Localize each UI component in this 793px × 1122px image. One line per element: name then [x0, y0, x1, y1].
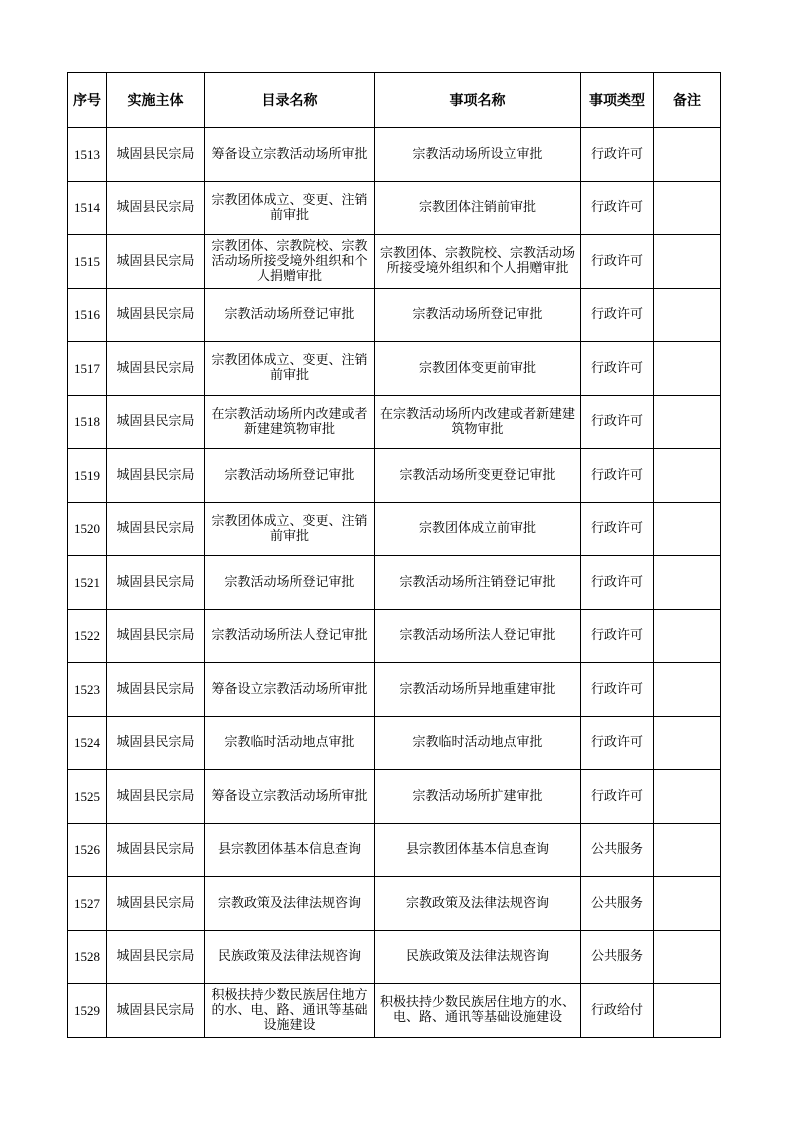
header-type: 事项类型	[581, 73, 654, 128]
cell-item: 宗教活动场所变更登记审批	[375, 449, 581, 503]
cell-index: 1521	[68, 556, 107, 610]
cell-org: 城固县民宗局	[107, 502, 205, 556]
table-row	[68, 930, 721, 984]
cell-index: 1528	[68, 930, 107, 984]
cell-index: 1514	[68, 181, 107, 235]
cell-note	[654, 823, 721, 877]
cell-note	[654, 449, 721, 503]
cell-org: 城固县民宗局	[107, 770, 205, 824]
table-row	[68, 235, 721, 289]
cell-note	[654, 877, 721, 931]
cell-item: 民族政策及法律法规咨询	[375, 930, 581, 984]
cell-note	[654, 556, 721, 610]
cell-index: 1526	[68, 823, 107, 877]
cell-item: 宗教政策及法律法规咨询	[375, 877, 581, 931]
cell-type: 行政许可	[581, 128, 654, 182]
cell-org: 城固县民宗局	[107, 984, 205, 1038]
cell-org: 城固县民宗局	[107, 716, 205, 770]
cell-catalog: 宗教团体成立、变更、注销前审批	[205, 181, 375, 235]
cell-type: 公共服务	[581, 823, 654, 877]
items-table	[67, 72, 721, 1038]
cell-note	[654, 930, 721, 984]
cell-note	[654, 984, 721, 1038]
table-row	[68, 502, 721, 556]
cell-type: 行政许可	[581, 181, 654, 235]
header-org: 实施主体	[107, 73, 205, 128]
cell-note	[654, 128, 721, 182]
cell-index: 1517	[68, 342, 107, 396]
table-header-row	[68, 73, 721, 128]
cell-catalog: 宗教团体成立、变更、注销前审批	[205, 342, 375, 396]
cell-type: 行政许可	[581, 395, 654, 449]
cell-item: 县宗教团体基本信息查询	[375, 823, 581, 877]
cell-type: 行政许可	[581, 556, 654, 610]
cell-catalog: 宗教政策及法律法规咨询	[205, 877, 375, 931]
cell-type: 行政许可	[581, 235, 654, 289]
cell-org: 城固县民宗局	[107, 930, 205, 984]
cell-item: 宗教活动场所异地重建审批	[375, 663, 581, 717]
cell-item: 宗教活动场所法人登记审批	[375, 609, 581, 663]
cell-item: 宗教团体变更前审批	[375, 342, 581, 396]
table-row	[68, 716, 721, 770]
table-row	[68, 342, 721, 396]
cell-type: 行政给付	[581, 984, 654, 1038]
cell-note	[654, 502, 721, 556]
table-row	[68, 449, 721, 503]
header-item: 事项名称	[375, 73, 581, 128]
cell-type: 行政许可	[581, 609, 654, 663]
cell-org: 城固县民宗局	[107, 342, 205, 396]
cell-index: 1516	[68, 288, 107, 342]
cell-catalog: 宗教活动场所法人登记审批	[205, 609, 375, 663]
cell-item: 宗教活动场所扩建审批	[375, 770, 581, 824]
cell-org: 城固县民宗局	[107, 235, 205, 289]
cell-index: 1520	[68, 502, 107, 556]
cell-type: 行政许可	[581, 449, 654, 503]
header-index: 序号	[68, 73, 107, 128]
cell-item: 宗教活动场所注销登记审批	[375, 556, 581, 610]
table-body	[68, 128, 721, 1038]
table-row	[68, 128, 721, 182]
cell-catalog: 宗教临时活动地点审批	[205, 716, 375, 770]
cell-org: 城固县民宗局	[107, 877, 205, 931]
cell-type: 行政许可	[581, 663, 654, 717]
cell-catalog: 在宗教活动场所内改建或者新建建筑物审批	[205, 395, 375, 449]
cell-org: 城固县民宗局	[107, 663, 205, 717]
cell-catalog: 筹备设立宗教活动场所审批	[205, 128, 375, 182]
table-row	[68, 663, 721, 717]
table-row	[68, 770, 721, 824]
table-row	[68, 556, 721, 610]
cell-index: 1525	[68, 770, 107, 824]
cell-item: 宗教活动场所设立审批	[375, 128, 581, 182]
cell-org: 城固县民宗局	[107, 823, 205, 877]
cell-note	[654, 181, 721, 235]
cell-item: 在宗教活动场所内改建或者新建建筑物审批	[375, 395, 581, 449]
cell-type: 公共服务	[581, 877, 654, 931]
cell-catalog: 民族政策及法律法规咨询	[205, 930, 375, 984]
cell-catalog: 宗教活动场所登记审批	[205, 449, 375, 503]
cell-item: 宗教活动场所登记审批	[375, 288, 581, 342]
cell-org: 城固县民宗局	[107, 181, 205, 235]
cell-index: 1524	[68, 716, 107, 770]
cell-index: 1515	[68, 235, 107, 289]
cell-item: 宗教团体、宗教院校、宗教活动场所接受境外组织和个人捐赠审批	[375, 235, 581, 289]
cell-org: 城固县民宗局	[107, 128, 205, 182]
cell-note	[654, 716, 721, 770]
table-row	[68, 823, 721, 877]
cell-org: 城固县民宗局	[107, 449, 205, 503]
table-row	[68, 984, 721, 1038]
cell-type: 行政许可	[581, 342, 654, 396]
cell-catalog: 县宗教团体基本信息查询	[205, 823, 375, 877]
cell-index: 1522	[68, 609, 107, 663]
cell-item: 宗教团体成立前审批	[375, 502, 581, 556]
cell-catalog: 筹备设立宗教活动场所审批	[205, 663, 375, 717]
cell-type: 行政许可	[581, 502, 654, 556]
table-row	[68, 877, 721, 931]
cell-note	[654, 342, 721, 396]
cell-catalog: 宗教团体、宗教院校、宗教活动场所接受境外组织和个人捐赠审批	[205, 235, 375, 289]
cell-note	[654, 395, 721, 449]
cell-index: 1527	[68, 877, 107, 931]
cell-type: 公共服务	[581, 930, 654, 984]
table-row	[68, 288, 721, 342]
cell-org: 城固县民宗局	[107, 609, 205, 663]
cell-note	[654, 288, 721, 342]
cell-index: 1523	[68, 663, 107, 717]
header-catalog: 目录名称	[205, 73, 375, 128]
cell-catalog: 宗教团体成立、变更、注销前审批	[205, 502, 375, 556]
cell-note	[654, 235, 721, 289]
cell-catalog: 积极扶持少数民族居住地方的水、电、路、通讯等基础设施建设	[205, 984, 375, 1038]
table-row	[68, 395, 721, 449]
cell-index: 1518	[68, 395, 107, 449]
cell-index: 1529	[68, 984, 107, 1038]
cell-org: 城固县民宗局	[107, 395, 205, 449]
cell-catalog: 宗教活动场所登记审批	[205, 288, 375, 342]
cell-item: 宗教团体注销前审批	[375, 181, 581, 235]
cell-catalog: 筹备设立宗教活动场所审批	[205, 770, 375, 824]
cell-note	[654, 770, 721, 824]
cell-org: 城固县民宗局	[107, 288, 205, 342]
table-row	[68, 181, 721, 235]
cell-item: 积极扶持少数民族居住地方的水、电、路、通讯等基础设施建设	[375, 984, 581, 1038]
header-note: 备注	[654, 73, 721, 128]
table-row	[68, 609, 721, 663]
cell-type: 行政许可	[581, 288, 654, 342]
cell-type: 行政许可	[581, 716, 654, 770]
cell-note	[654, 609, 721, 663]
cell-note	[654, 663, 721, 717]
cell-index: 1513	[68, 128, 107, 182]
cell-type: 行政许可	[581, 770, 654, 824]
cell-org: 城固县民宗局	[107, 556, 205, 610]
cell-catalog: 宗教活动场所登记审批	[205, 556, 375, 610]
cell-item: 宗教临时活动地点审批	[375, 716, 581, 770]
cell-index: 1519	[68, 449, 107, 503]
